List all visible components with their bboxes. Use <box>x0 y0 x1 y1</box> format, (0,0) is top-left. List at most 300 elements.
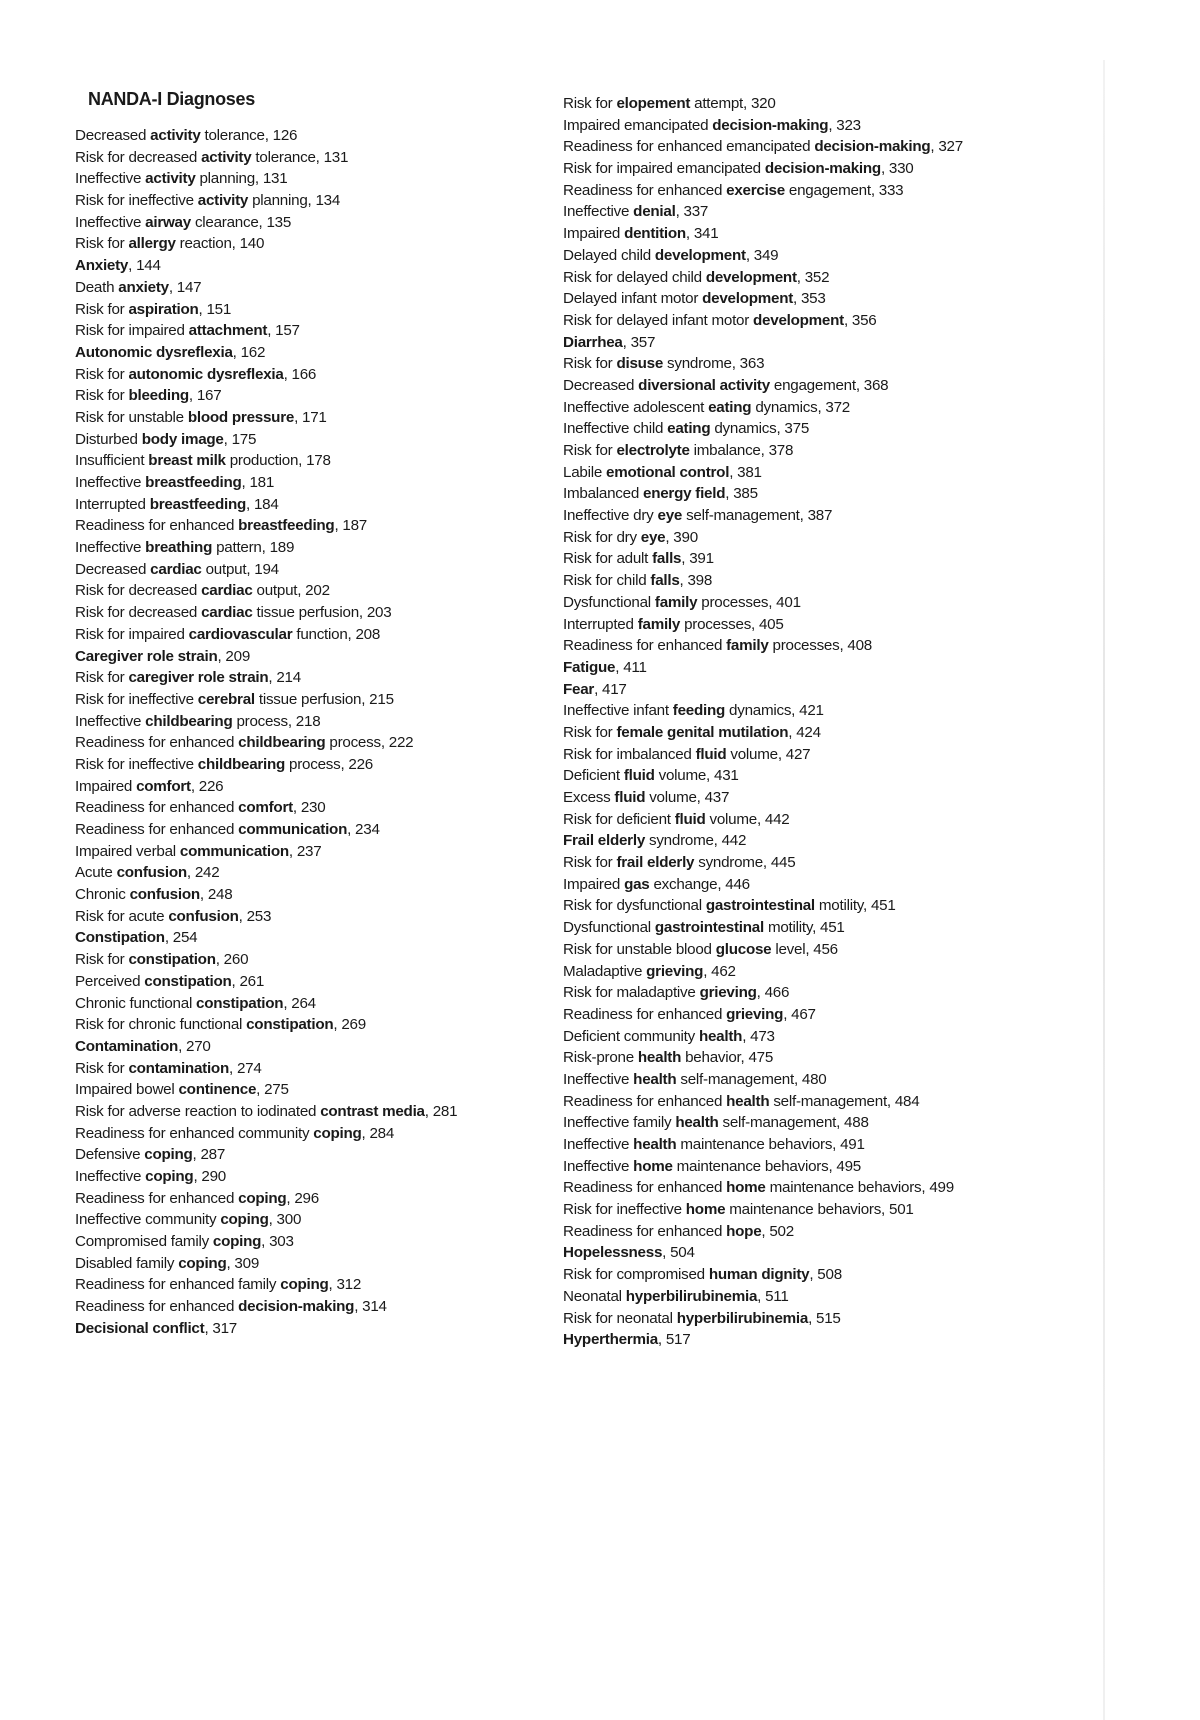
diagnosis-entry <box>75 689 555 711</box>
diagnosis-keyword: glucose <box>715 940 772 958</box>
diagnosis-entry <box>75 559 555 581</box>
diagnosis-keyword: confusion <box>116 864 187 882</box>
diagnosis-entry <box>563 744 1083 766</box>
diagnosis-qualifier: Risk for <box>75 235 129 253</box>
diagnosis-entry <box>563 809 1083 831</box>
diagnosis-entry <box>75 732 555 754</box>
diagnosis-keyword: fluid <box>695 745 727 763</box>
diagnosis-entry <box>75 971 555 993</box>
diagnosis-page-ref: maintenance behaviors, 499 <box>765 1179 954 1197</box>
diagnosis-qualifier: Interrupted <box>563 615 638 633</box>
diagnosis-page-ref: , 341 <box>685 225 719 243</box>
diagnosis-page-ref: , 312 <box>328 1276 362 1294</box>
diagnosis-entry <box>75 494 555 516</box>
diagnosis-entry <box>563 1112 1083 1134</box>
diagnosis-keyword: airway <box>145 213 191 231</box>
diagnosis-keyword: development <box>702 290 794 308</box>
diagnosis-page-ref: , 309 <box>226 1254 260 1272</box>
diagnosis-page-ref: , 242 <box>186 864 220 882</box>
diagnosis-entry <box>75 776 555 798</box>
diagnosis-keyword: health <box>698 1027 743 1045</box>
diagnosis-keyword: eye <box>657 507 683 525</box>
diagnosis-qualifier: Ineffective <box>75 1168 146 1185</box>
diagnosis-page-ref: , 511 <box>757 1287 789 1305</box>
diagnosis-qualifier: Dysfunctional <box>563 593 655 611</box>
diagnosis-entry <box>75 450 555 472</box>
diagnosis-page-ref: , 517 <box>657 1331 691 1349</box>
diagnosis-keyword: health <box>675 1114 719 1132</box>
diagnosis-page-ref: , 167 <box>188 387 222 405</box>
diagnosis-keyword: denial <box>633 203 676 221</box>
diagnosis-entry <box>563 397 1083 419</box>
diagnosis-page-ref: , 300 <box>268 1211 302 1229</box>
diagnosis-qualifier: Risk for <box>563 723 617 741</box>
diagnosis-entry <box>563 158 1083 180</box>
diagnosis-keyword: coping <box>280 1276 329 1294</box>
diagnosis-qualifier: Risk for acute <box>75 907 169 925</box>
diagnosis-entry <box>563 483 1083 505</box>
diagnosis-qualifier: Maladaptive <box>563 962 647 980</box>
diagnosis-entry <box>75 884 555 906</box>
diagnosis-qualifier: Impaired <box>75 777 137 795</box>
diagnosis-page-ref: , 254 <box>164 929 198 947</box>
diagnosis-qualifier: Deficient community <box>563 1027 699 1045</box>
diagnosis-entry <box>75 1058 555 1080</box>
diagnosis-entry <box>563 115 1083 137</box>
diagnosis-entry <box>563 570 1083 592</box>
diagnosis-keyword: caregiver role strain <box>128 669 269 687</box>
diagnosis-page-ref: , 162 <box>232 343 266 361</box>
diagnosis-keyword: Fatigue <box>563 658 616 676</box>
diagnosis-page-ref: dynamics, 375 <box>710 420 810 438</box>
diagnosis-entry <box>563 332 1083 354</box>
diagnosis-page-ref: pattern, 189 <box>212 539 295 557</box>
diagnosis-page-ref: , 411 <box>615 658 647 676</box>
diagnosis-qualifier: Risk for unstable blood <box>563 940 716 958</box>
diagnosis-page-ref: tolerance, 131 <box>251 148 349 166</box>
diagnosis-keyword: health <box>726 1092 770 1110</box>
diagnosis-entry <box>563 1221 1083 1243</box>
diagnosis-entry <box>75 515 555 537</box>
diagnosis-keyword: eating <box>708 398 752 416</box>
diagnosis-qualifier: Risk for decreased <box>75 148 202 166</box>
diagnosis-keyword: home <box>633 1157 673 1175</box>
diagnosis-keyword: cardiovascular <box>188 625 293 643</box>
diagnosis-entry <box>563 353 1083 375</box>
diagnosis-keyword: decision-making <box>764 160 881 178</box>
diagnosis-qualifier: Ineffective community <box>75 1211 221 1229</box>
diagnosis-keyword: health <box>633 1070 677 1088</box>
diagnosis-entry <box>75 1101 555 1123</box>
diagnosis-page-ref: motility, 451 <box>763 919 845 937</box>
diagnosis-keyword: contamination <box>128 1059 229 1077</box>
diagnosis-qualifier: Risk for maladaptive <box>563 984 700 1002</box>
diagnosis-qualifier: Risk for neonatal <box>563 1309 677 1327</box>
diagnosis-keyword: feeding <box>672 702 726 720</box>
diagnosis-qualifier: Compromised family <box>75 1233 213 1251</box>
diagnosis-entry <box>563 830 1083 852</box>
diagnosis-keyword: home <box>685 1201 726 1219</box>
diagnosis-qualifier: Ineffective child <box>563 420 668 438</box>
diagnosis-entry <box>75 1318 555 1340</box>
diagnosis-keyword: activity <box>201 148 252 166</box>
diagnosis-keyword: communication <box>179 842 289 860</box>
diagnosis-page-ref: , 226 <box>190 777 224 795</box>
diagnosis-qualifier: Decreased <box>75 127 151 144</box>
diagnosis-qualifier: Readiness for enhanced <box>563 181 727 199</box>
diagnosis-entry <box>75 927 555 949</box>
diagnosis-page-ref: , 264 <box>283 994 316 1012</box>
diagnosis-qualifier: Imbalanced <box>563 485 643 503</box>
diagnosis-keyword: fluid <box>674 810 706 828</box>
diagnosis-keyword: anxiety <box>118 278 169 296</box>
diagnosis-keyword: health <box>637 1049 682 1067</box>
diagnosis-qualifier: Risk for <box>563 355 617 373</box>
diagnosis-keyword: decision-making <box>814 138 931 156</box>
diagnosis-entry <box>563 1264 1083 1286</box>
diagnosis-entry <box>563 635 1083 657</box>
diagnosis-entry <box>75 233 555 255</box>
diagnosis-qualifier: Ineffective <box>75 712 146 730</box>
diagnosis-qualifier: Insufficient <box>75 452 149 470</box>
diagnosis-keyword: frail elderly <box>616 854 695 872</box>
diagnosis-page-ref: engagement, 333 <box>784 181 904 199</box>
diagnosis-entry <box>75 1231 555 1253</box>
diagnosis-entry <box>75 385 555 407</box>
diagnosis-entry <box>75 1274 555 1296</box>
diagnosis-qualifier: Risk for ineffective <box>75 755 198 773</box>
diagnosis-qualifier: Readiness for enhanced <box>75 799 239 817</box>
diagnosis-entry <box>563 592 1083 614</box>
diagnosis-keyword: development <box>705 268 797 286</box>
diagnosis-entry <box>75 624 555 646</box>
diagnosis-keyword: cardiac <box>150 560 202 578</box>
diagnosis-qualifier: Readiness for enhanced <box>563 637 727 655</box>
diagnosis-page-ref: , 281 <box>424 1102 458 1120</box>
diagnosis-entry <box>75 1209 555 1231</box>
diagnosis-entry <box>563 1286 1083 1308</box>
diagnosis-qualifier: Acute <box>75 864 117 882</box>
diagnosis-entry <box>563 1004 1083 1026</box>
diagnosis-page-ref: , 352 <box>796 268 830 286</box>
diagnosis-entry <box>75 342 555 364</box>
diagnosis-page-ref: output, 194 <box>201 560 279 578</box>
diagnosis-qualifier: Ineffective family <box>563 1114 676 1132</box>
diagnosis-page-ref: , 337 <box>675 203 709 221</box>
diagnosis-qualifier: Ineffective <box>75 170 146 188</box>
diagnosis-keyword: Autonomic dysreflexia <box>75 343 233 361</box>
diagnosis-page-ref: , 466 <box>756 984 790 1002</box>
diagnosis-keyword: decision-making <box>712 116 829 134</box>
diagnosis-qualifier: Delayed infant motor <box>563 290 703 308</box>
diagnosis-keyword: grieving <box>726 1005 784 1023</box>
diagnosis-entry <box>75 711 555 733</box>
diagnosis-page-ref: maintenance behaviors, 491 <box>676 1136 865 1153</box>
diagnosis-page-ref: , 317 <box>204 1319 237 1337</box>
diagnosis-qualifier: Readiness for enhanced <box>75 517 239 535</box>
diagnosis-page-ref: behavior, 475 <box>681 1049 774 1067</box>
diagnosis-entry <box>563 1069 1083 1091</box>
diagnosis-keyword: coping <box>212 1233 262 1251</box>
diagnosis-page-ref: imbalance, 378 <box>689 442 794 459</box>
diagnosis-entry <box>75 754 555 776</box>
diagnosis-entry <box>563 722 1083 744</box>
diagnosis-entry <box>75 277 555 299</box>
diagnosis-entry <box>75 429 555 451</box>
diagnosis-qualifier: Readiness for enhanced <box>75 1298 239 1316</box>
diagnosis-keyword: Decisional conflict <box>75 1319 205 1337</box>
diagnosis-page-ref: , 473 <box>742 1027 775 1045</box>
diagnosis-entry <box>563 223 1083 245</box>
diagnosis-entry <box>75 190 555 212</box>
diagnosis-keyword: gas <box>624 875 650 893</box>
diagnosis-page-ref: , 253 <box>238 907 272 925</box>
diagnosis-keyword: activity <box>150 127 201 144</box>
diagnosis-entry <box>75 168 555 190</box>
diagnosis-page-ref: self-management, 387 <box>682 507 833 525</box>
diagnosis-entry <box>563 180 1083 202</box>
diagnosis-keyword: aspiration <box>128 300 199 318</box>
diagnosis-entry <box>75 1166 555 1188</box>
diagnosis-entry <box>563 657 1083 679</box>
diagnosis-page-ref: volume, 442 <box>705 810 790 828</box>
diagnosis-keyword: body image <box>141 430 224 448</box>
diagnosis-page-ref: , 462 <box>703 962 736 980</box>
diagnosis-qualifier: Risk-prone <box>563 1049 638 1067</box>
diagnosis-keyword: grieving <box>646 962 704 980</box>
diagnosis-page-ref: , 144 <box>128 257 161 275</box>
diagnosis-entry <box>563 310 1083 332</box>
diagnosis-page-ref: dynamics, 372 <box>751 398 850 416</box>
diagnosis-qualifier: Readiness for enhanced <box>563 1222 727 1240</box>
diagnosis-entry <box>75 472 555 494</box>
diagnosis-qualifier: Risk for <box>563 854 617 872</box>
diagnosis-page-ref: self-management, 484 <box>769 1092 920 1110</box>
diagnosis-keyword: coping <box>238 1189 287 1207</box>
diagnosis-qualifier: Risk for decreased <box>75 604 202 622</box>
diagnosis-page-ref: , 187 <box>334 517 367 535</box>
diagnosis-keyword: autonomic dysreflexia <box>128 365 284 383</box>
diagnosis-keyword: activity <box>197 192 249 210</box>
diagnosis-entry <box>75 537 555 559</box>
diagnosis-keyword: health <box>633 1136 677 1153</box>
diagnosis-page-ref: , 504 <box>662 1244 695 1262</box>
diagnosis-page-ref: volume, 431 <box>654 767 739 785</box>
diagnosis-qualifier: Readiness for enhanced <box>563 1092 727 1110</box>
diagnosis-keyword: disuse <box>616 355 664 373</box>
diagnosis-entry <box>563 527 1083 549</box>
diagnosis-qualifier: Excess <box>563 789 615 806</box>
diagnosis-page-ref: syndrome, 363 <box>663 355 765 373</box>
diagnosis-keyword: coping <box>313 1124 362 1142</box>
diagnosis-entry <box>563 917 1083 939</box>
diagnosis-entry <box>563 895 1083 917</box>
diagnosis-keyword: hope <box>726 1222 762 1240</box>
diagnosis-page-ref: , 184 <box>246 495 279 513</box>
diagnosis-page-ref: , 385 <box>725 485 758 503</box>
diagnosis-page-ref: self-management, 488 <box>718 1114 869 1132</box>
diagnosis-keyword: family <box>726 637 769 655</box>
diagnosis-entry <box>75 602 555 624</box>
diagnosis-keyword: breastfeeding <box>238 517 335 535</box>
diagnosis-page-ref: process, 222 <box>325 734 414 752</box>
diagnosis-page-ref: processes, 401 <box>697 593 801 611</box>
diagnosis-keyword: family <box>637 615 681 633</box>
diagnosis-qualifier: Deficient <box>563 767 624 785</box>
diagnosis-entry <box>75 1188 555 1210</box>
diagnosis-entry <box>563 1329 1083 1351</box>
diagnosis-entry <box>563 787 1083 809</box>
diagnosis-entry <box>563 982 1083 1004</box>
diagnosis-page-ref: output, 202 <box>252 582 330 600</box>
diagnosis-qualifier: Disabled family <box>75 1254 179 1272</box>
diagnosis-entry <box>75 1079 555 1101</box>
diagnosis-page-ref: , 171 <box>294 408 327 426</box>
diagnosis-entry <box>75 212 555 234</box>
diagnosis-page-ref: , 390 <box>665 528 698 546</box>
diagnosis-entry <box>563 1177 1083 1199</box>
diagnosis-keyword: constipation <box>128 951 216 969</box>
diagnosis-qualifier: Risk for child <box>563 572 651 590</box>
diagnosis-entry <box>75 862 555 884</box>
diagnosis-keyword: Anxiety <box>75 257 129 275</box>
diagnosis-qualifier: Risk for <box>75 365 129 383</box>
diagnosis-keyword: diversional activity <box>638 376 770 394</box>
diagnosis-page-ref: , 502 <box>761 1222 794 1240</box>
diagnosis-keyword: cardiac <box>201 604 253 622</box>
diagnosis-page-ref: syndrome, 445 <box>694 854 796 872</box>
diagnosis-entry <box>75 906 555 928</box>
diagnosis-qualifier: Defensive <box>75 1146 145 1164</box>
diagnosis-page-ref: , 151 <box>198 300 232 318</box>
diagnosis-entry <box>563 418 1083 440</box>
diagnosis-page-ref: , 147 <box>168 278 202 296</box>
diagnosis-page-ref: , 323 <box>828 116 861 134</box>
diagnosis-page-ref: processes, 408 <box>768 637 872 655</box>
diagnosis-page-ref: , 467 <box>783 1005 816 1023</box>
diagnosis-qualifier: Death <box>75 278 119 296</box>
diagnosis-page-ref: process, 226 <box>285 755 374 773</box>
diagnosis-page-ref: , 260 <box>215 951 249 969</box>
diagnosis-qualifier: Ineffective dry <box>563 507 658 525</box>
diagnosis-keyword: Contamination <box>75 1037 179 1055</box>
diagnosis-page-ref: self-management, 480 <box>676 1070 827 1088</box>
diagnosis-qualifier: Readiness for enhanced family <box>75 1276 281 1294</box>
diagnosis-keyword: cerebral <box>197 690 255 708</box>
diagnosis-entry <box>75 1253 555 1275</box>
diagnosis-qualifier: Ineffective <box>75 213 146 231</box>
diagnosis-entry <box>75 819 555 841</box>
diagnosis-qualifier: Risk for impaired <box>75 625 189 643</box>
diagnosis-entry <box>563 1242 1083 1264</box>
diagnosis-keyword: Frail elderly <box>563 832 646 850</box>
diagnosis-page-ref: , 353 <box>793 290 826 308</box>
diagnosis-page-ref: , 237 <box>288 842 322 860</box>
diagnosis-keyword: hyperbilirubinemia <box>676 1309 809 1327</box>
diagnosis-qualifier: Risk for delayed infant motor <box>563 311 754 329</box>
diagnosis-keyword: Diarrhea <box>563 333 623 351</box>
diagnosis-keyword: coping <box>144 1146 193 1164</box>
diagnosis-keyword: falls <box>652 550 682 568</box>
diagnosis-page-ref: processes, 405 <box>680 615 784 633</box>
diagnosis-entry <box>563 1047 1083 1069</box>
diagnosis-qualifier: Risk for <box>563 442 617 459</box>
diagnosis-entry <box>563 961 1083 983</box>
diagnosis-keyword: breastfeeding <box>145 474 242 491</box>
diagnoses-list-left <box>75 125 555 1340</box>
diagnosis-qualifier: Impaired verbal <box>75 842 180 860</box>
diagnosis-page-ref: clearance, 135 <box>190 213 292 231</box>
diagnosis-qualifier: Risk for unstable <box>75 408 188 426</box>
diagnosis-page-ref: , 424 <box>788 723 821 741</box>
diagnosis-entry <box>75 364 555 386</box>
diagnosis-qualifier: Readiness for enhanced <box>563 1179 727 1197</box>
diagnosis-page-ref: , 508 <box>809 1266 842 1284</box>
diagnosis-qualifier: Risk for impaired emancipated <box>563 160 765 178</box>
diagnosis-qualifier: Risk for dry <box>563 528 641 546</box>
diagnosis-qualifier: Neonatal <box>563 1287 626 1305</box>
diagnosis-page-ref: planning, 131 <box>195 170 288 188</box>
diagnosis-page-ref: maintenance behaviors, 501 <box>725 1201 914 1219</box>
diagnosis-entry <box>563 1308 1083 1330</box>
diagnosis-page-ref: , 296 <box>286 1189 319 1207</box>
diagnosis-page-ref: engagement, 368 <box>769 376 889 394</box>
diagnosis-keyword: constipation <box>246 1016 334 1034</box>
diagnosis-page-ref: , 398 <box>679 572 713 590</box>
diagnosis-qualifier: Risk for <box>75 1059 129 1077</box>
diagnosis-qualifier: Impaired <box>563 875 625 893</box>
diagnosis-qualifier: Readiness for enhanced <box>563 1005 727 1023</box>
diagnosis-entry <box>563 1199 1083 1221</box>
diagnosis-keyword: human dignity <box>708 1266 810 1284</box>
diagnosis-qualifier: Ineffective adolescent <box>563 398 709 416</box>
diagnosis-page-ref: motility, 451 <box>814 897 896 915</box>
diagnosis-page-ref: reaction, 140 <box>175 235 265 253</box>
diagnosis-keyword: Fear <box>563 680 595 698</box>
diagnosis-qualifier: Ineffective infant <box>563 702 673 720</box>
diagnosis-entry <box>563 874 1083 896</box>
diagnosis-qualifier: Ineffective <box>563 203 634 221</box>
diagnosis-keyword: comfort <box>136 777 191 795</box>
diagnosis-page-ref: , 275 <box>256 1081 289 1099</box>
diagnosis-keyword: family <box>654 593 698 611</box>
diagnosis-entry <box>563 288 1083 310</box>
diagnosis-page-ref: tolerance, 126 <box>200 127 298 144</box>
diagnosis-keyword: falls <box>650 572 680 590</box>
diagnosis-entry <box>563 1091 1083 1113</box>
diagnosis-keyword: breathing <box>145 539 213 557</box>
diagnosis-qualifier: Risk for ineffective <box>75 192 198 210</box>
diagnosis-entry <box>563 614 1083 636</box>
diagnosis-keyword: decision-making <box>238 1298 355 1316</box>
diagnosis-qualifier: Ineffective <box>563 1136 634 1153</box>
diagnosis-keyword: fluid <box>614 789 646 806</box>
diagnosis-entry <box>75 1296 555 1318</box>
diagnosis-keyword: constipation <box>196 994 284 1012</box>
diagnosis-keyword: breastfeeding <box>149 495 247 513</box>
diagnosis-page-ref: function, 208 <box>292 625 381 643</box>
diagnosis-qualifier: Readiness for enhanced <box>75 821 239 838</box>
diagnosis-page-ref: , 181 <box>241 474 275 491</box>
diagnosis-page-ref: , 166 <box>283 365 317 383</box>
diagnosis-entry <box>563 765 1083 787</box>
diagnosis-entry <box>75 147 555 169</box>
diagnosis-page-ref: , 287 <box>192 1146 226 1164</box>
diagnosis-entry <box>75 646 555 668</box>
diagnosis-entry <box>563 548 1083 570</box>
diagnosis-qualifier: Risk for adult <box>563 550 653 568</box>
diagnosis-entry <box>75 299 555 321</box>
